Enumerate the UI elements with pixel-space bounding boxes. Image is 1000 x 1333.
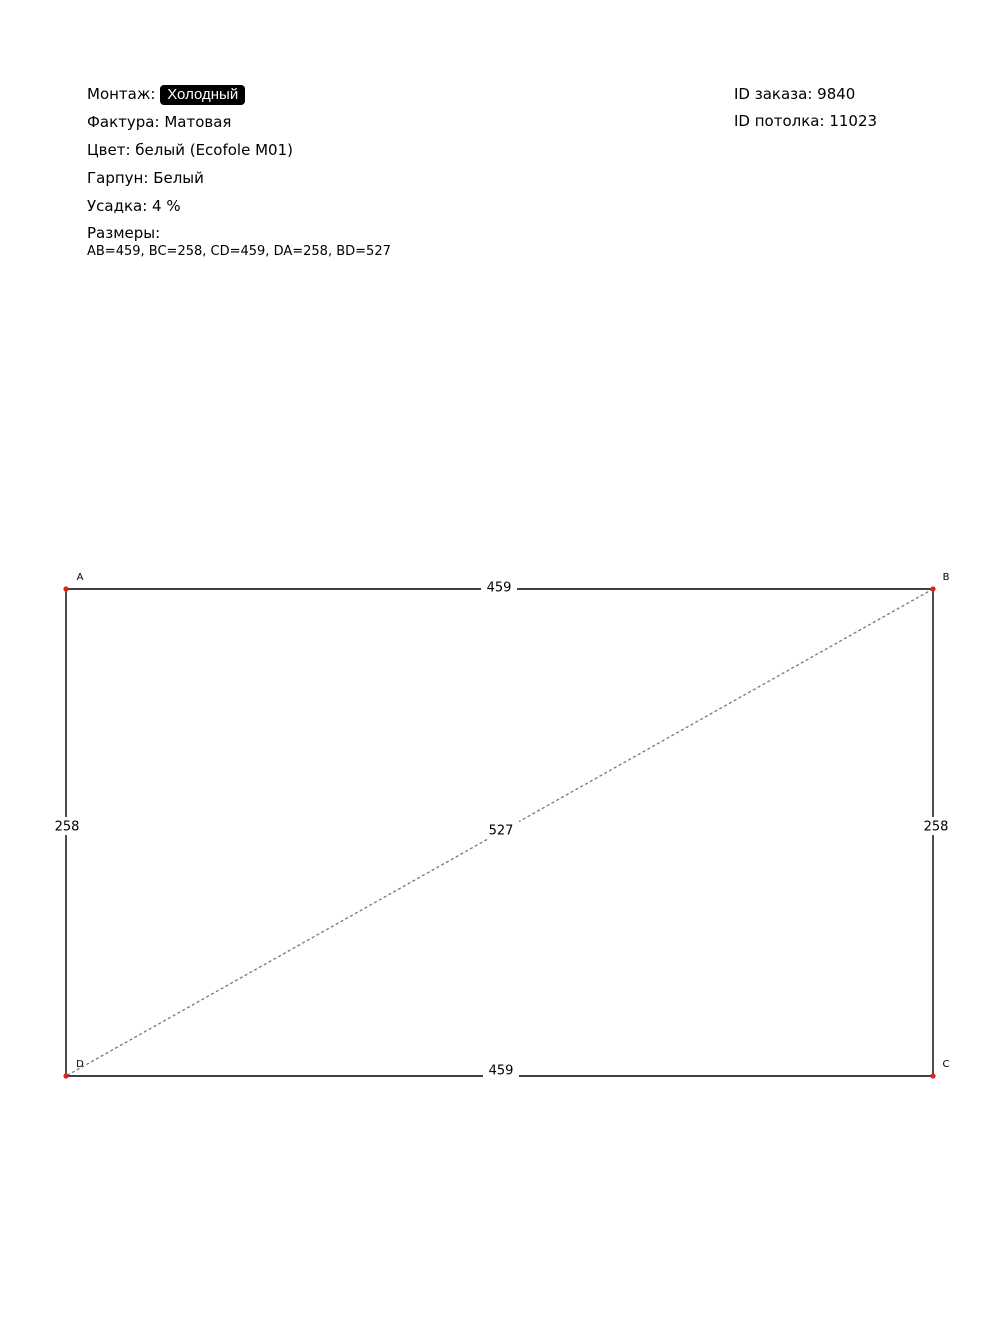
montage-badge: Холодный <box>160 85 245 105</box>
texture-value: Матовая <box>164 113 232 131</box>
ceiling-id-value: 11023 <box>829 112 878 130</box>
point-B <box>930 586 935 591</box>
edge-length-DA: 258 <box>54 819 80 835</box>
sizes-label: Размеры: <box>87 224 161 242</box>
point-label-D: D <box>76 1059 84 1070</box>
edge-length-CD: 459 <box>488 1063 514 1079</box>
point-label-B: B <box>942 572 950 583</box>
sizes-value: AB=459, BC=258, CD=459, DA=258, BD=527 <box>87 244 391 259</box>
shrink-label: Усадка: <box>87 197 148 215</box>
point-label-A: A <box>76 572 84 583</box>
color-label: Цвет: <box>87 141 131 159</box>
harpoon-value: Белый <box>153 169 204 187</box>
shrink-value: 4 % <box>152 197 181 215</box>
edge-length-AB: 459 <box>486 580 512 596</box>
point-D <box>63 1073 68 1078</box>
edge-length-BC: 258 <box>923 819 949 835</box>
order-id-value: 9840 <box>817 85 856 103</box>
montage-label: Монтаж: <box>87 85 156 103</box>
harpoon-label: Гарпун: <box>87 169 149 187</box>
diagonal-length-BD: 527 <box>488 823 514 839</box>
order-id-label: ID заказа: <box>734 85 813 103</box>
ceiling-id-label: ID потолка: <box>734 112 825 130</box>
texture-label: Фактура: <box>87 113 160 131</box>
color-value: белый (Ecofole M01) <box>135 141 293 159</box>
point-label-C: C <box>942 1059 950 1070</box>
point-C <box>930 1073 935 1078</box>
point-A <box>63 586 68 591</box>
